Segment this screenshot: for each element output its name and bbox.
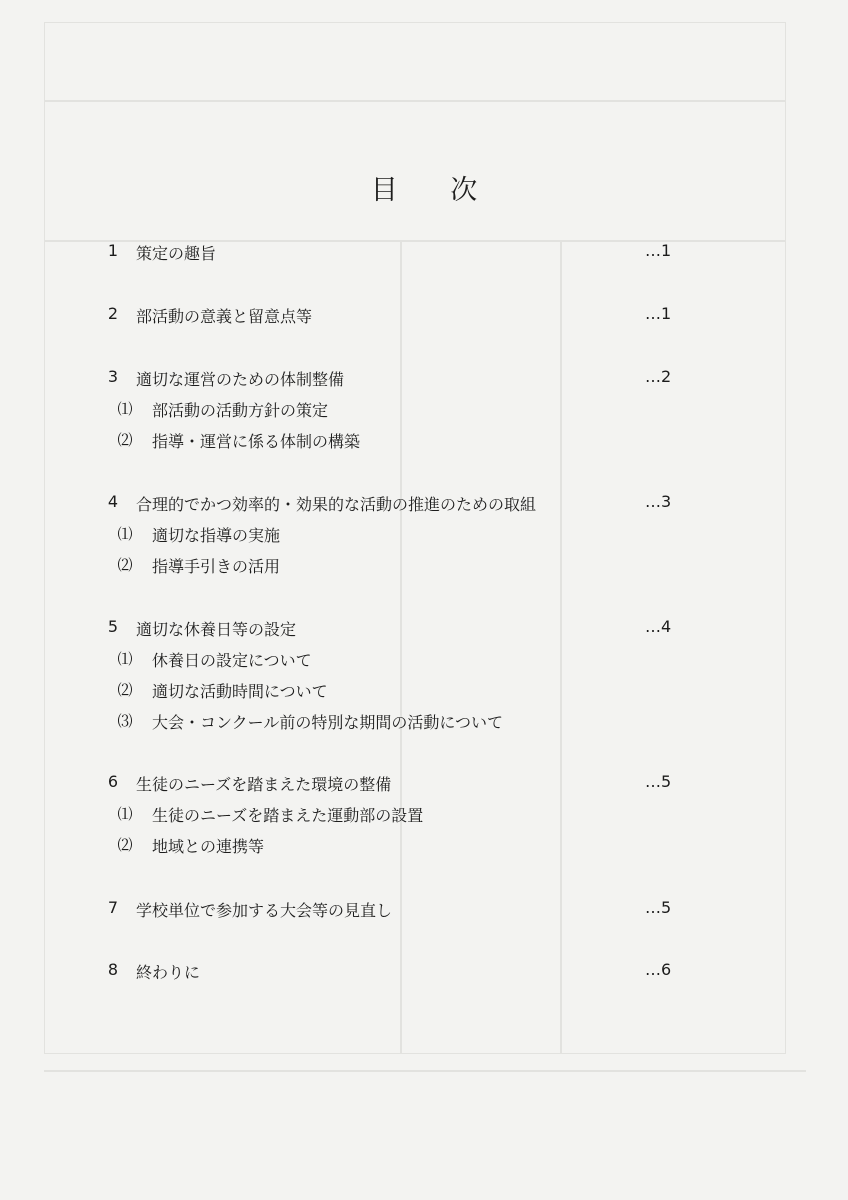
toc-subentry-label: 大会・コンクール前の特別な期間の活動について <box>152 713 504 732</box>
toc-entry-label: 適切な運営のための体制整備 <box>136 370 345 389</box>
bleed-through-line <box>400 240 402 1054</box>
toc-entry-page: …1 <box>645 304 672 323</box>
toc-entry-4 <box>0 492 848 518</box>
toc-entry-label: 策定の趣旨 <box>136 244 217 263</box>
toc-subentry-label: 適切な指導の実施 <box>152 526 281 545</box>
toc-entry-number: 1 <box>107 241 119 260</box>
toc-subentry-label: 休養日の設定について <box>152 651 312 670</box>
toc-entry-page: …1 <box>645 241 672 260</box>
toc-entry-label: 部活動の意義と留意点等 <box>136 307 313 326</box>
toc-subentry-label: 地域との連携等 <box>152 837 265 856</box>
toc-entry-5 <box>0 617 848 643</box>
toc-entry-2 <box>0 304 848 330</box>
toc-entry-number: 2 <box>107 304 119 323</box>
toc-subentry <box>0 710 848 736</box>
toc-entry-number: 4 <box>107 492 119 511</box>
toc-subentry-number: ⑵ <box>117 681 133 699</box>
toc-entry-label: 適切な休養日等の設定 <box>136 620 297 639</box>
toc-entry-label: 学校単位で参加する大会等の見直し <box>136 901 393 920</box>
toc-entry-3 <box>0 367 848 393</box>
toc-subentry-label: 指導手引きの活用 <box>152 557 281 576</box>
toc-entry-page: …3 <box>645 492 672 511</box>
toc-subentry-number: ⑶ <box>117 712 133 730</box>
toc-subentry <box>0 803 848 829</box>
toc-subentry <box>0 398 848 424</box>
toc-subentry-number: ⑴ <box>117 805 133 823</box>
toc-entry-8 <box>0 960 848 986</box>
toc-subentry <box>0 429 848 455</box>
bleed-through-line <box>560 240 562 1054</box>
toc-subentry-number: ⑴ <box>117 400 133 418</box>
toc-subentry-label: 指導・運営に係る体制の構築 <box>152 432 361 451</box>
toc-subentry-label: 生徒のニーズを踏まえた運動部の設置 <box>152 806 424 825</box>
toc-subentry-number: ⑵ <box>117 556 133 574</box>
toc-entry-page: …5 <box>645 898 672 917</box>
toc-entry-page: …5 <box>645 772 672 791</box>
toc-subentry-number: ⑴ <box>117 650 133 668</box>
toc-entry-number: 5 <box>107 617 119 636</box>
toc-entry-page: …4 <box>645 617 672 636</box>
toc-entry-7 <box>0 898 848 924</box>
toc-entry-number: 6 <box>107 772 119 791</box>
bleed-through-line <box>44 1070 806 1072</box>
toc-subentry-label: 部活動の活動方針の策定 <box>152 401 329 420</box>
toc-subentry-label: 適切な活動時間について <box>152 682 328 701</box>
toc-subentry <box>0 679 848 705</box>
toc-subentry <box>0 523 848 549</box>
toc-entry-number: 8 <box>107 960 119 979</box>
toc-subentry <box>0 834 848 860</box>
toc-entry-label: 合理的でかつ効率的・効果的な活動の推進のための取組 <box>136 495 537 514</box>
toc-entry-label: 終わりに <box>136 963 201 982</box>
toc-entry-label: 生徒のニーズを踏まえた環境の整備 <box>136 775 392 794</box>
toc-subentry-number: ⑵ <box>117 836 133 854</box>
toc-subentry <box>0 648 848 674</box>
toc-entry-6 <box>0 772 848 798</box>
toc-entry-page: …2 <box>645 367 672 386</box>
bleed-through-line <box>44 100 786 102</box>
toc-entry-page: …6 <box>645 960 672 979</box>
toc-entry-number: 3 <box>107 367 119 386</box>
toc-subentry <box>0 554 848 580</box>
toc-entry-number: 7 <box>107 898 119 917</box>
toc-subentry-number: ⑴ <box>117 525 133 543</box>
toc-subentry-number: ⑵ <box>117 431 133 449</box>
toc-entry-1 <box>0 241 848 267</box>
page-title: 目 次 <box>370 175 500 207</box>
